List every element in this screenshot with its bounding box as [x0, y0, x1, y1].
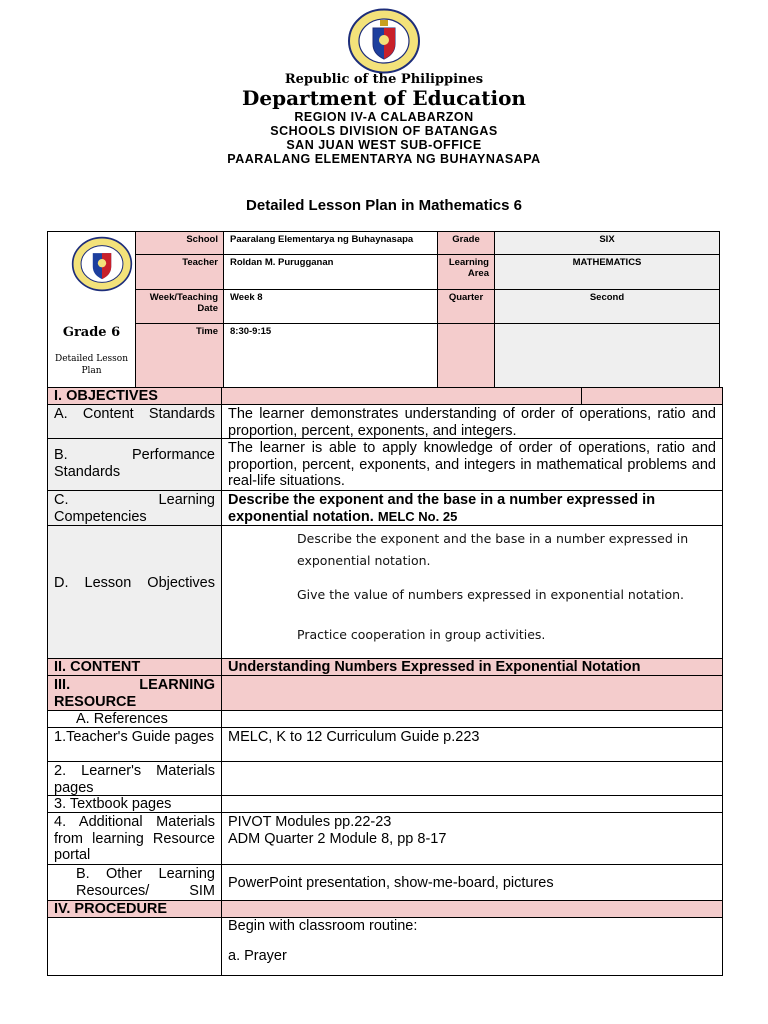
- area-value: MATHEMATICS: [494, 254, 720, 290]
- time-label: Time: [135, 323, 224, 388]
- content-value: Understanding Numbers Expressed in Exponential Notation: [221, 658, 723, 676]
- school-header-text: PAARALANG ELEMENTARYA NG BUHAYNASAPA: [227, 152, 541, 166]
- content-standards-value: The learner demonstrates understanding of order of operations, ratio and proportion, percent, exponents, and integers.: [221, 404, 723, 439]
- division-text: SCHOOLS DIVISION OF BATANGAS: [270, 124, 498, 138]
- procedure-heading-fill: [221, 900, 723, 918]
- time-value: 8:30-9:15: [223, 323, 438, 388]
- quarter-label: Quarter: [437, 289, 495, 324]
- deped-seal: [347, 8, 421, 74]
- school-value: Paaralang Elementarya ng Buhaynasapa: [223, 231, 438, 255]
- competencies-text: Describe the exponent and the base in a number expressed in exponential notation: [228, 492, 656, 525]
- resource-heading-fill: [221, 675, 723, 711]
- objectives-heading-fill: [221, 387, 582, 405]
- procedure-right: [221, 917, 723, 976]
- references-label: A. References: [47, 710, 222, 728]
- other-label: B. Other Learning Resources/ SIM: [47, 864, 222, 901]
- additional-value-1: PIVOT Modules pp.22-23: [228, 814, 392, 830]
- teacher-value: Roldan M. Purugganan: [223, 254, 438, 290]
- lesson-objectives-label: D. Lesson Objectives: [47, 525, 222, 659]
- week-value: Week 8: [223, 289, 438, 324]
- department-text: Department of Education: [242, 86, 526, 110]
- objectives-heading: I. OBJECTIVES: [47, 387, 222, 405]
- teacher-label: Teacher: [135, 254, 224, 290]
- routine-text: Begin with classroom routine:: [228, 918, 418, 934]
- lm-value: [221, 761, 723, 796]
- objectives-heading-fill-2: [581, 387, 723, 405]
- area-label: Learning Area: [437, 254, 495, 290]
- additional-label: 4. Additional Materials from learning Resource portal: [47, 812, 222, 865]
- region-text: REGION IV-A CALABARZON: [294, 110, 474, 124]
- prayer-text: a. Prayer: [228, 947, 287, 964]
- deped-seal-small: [71, 236, 133, 292]
- additional-value-2: ADM Quarter 2 Module 8, pp 8-17: [228, 830, 447, 847]
- additional-value: [221, 812, 723, 865]
- objective-item: Give the value of numbers expressed in exponential notation.: [297, 587, 684, 602]
- content-heading: II. CONTENT: [47, 658, 222, 676]
- textbook-value: [221, 795, 723, 813]
- school-label: School: [135, 231, 224, 255]
- empty-value-cell: [494, 323, 720, 388]
- suboffice-text: SAN JUAN WEST SUB-OFFICE: [286, 138, 482, 152]
- tg-value: MELC, K to 12 Curriculum Guide p.223: [221, 727, 723, 762]
- performance-value: The learner is able to apply knowledge of order of operations, ratio and proportion, percent, exponents, and integers in mathematical problems and real-life situations.: [221, 438, 723, 491]
- objective-item: Practice cooperation in group activities.: [297, 627, 546, 642]
- empty-label-cell: [437, 323, 495, 388]
- week-label: Week/Teaching Date: [135, 289, 224, 324]
- competencies-value: Describe the exponent and the base in a number expressed in exponential notation. MELC No. 25: [221, 490, 723, 526]
- republic-text: Republic of the Philippines: [284, 72, 484, 87]
- document-title: Detailed Lesson Plan in Mathematics 6: [246, 197, 522, 214]
- content-standards-label: A. Content Standards: [47, 404, 222, 439]
- quarter-value: Second: [494, 289, 720, 324]
- grade-value: SIX: [494, 231, 720, 255]
- lm-label: 2. Learner's Materials pages: [47, 761, 222, 796]
- objective-item: Describe the exponent and the base in a number expressed in exponential notation.: [297, 531, 689, 568]
- grade-label: Grade: [437, 231, 495, 255]
- procedure-heading: IV. PROCEDURE: [47, 900, 222, 918]
- resource-heading: III. LEARNING RESOURCE: [47, 675, 222, 711]
- melc-tag: MELC No. 25: [377, 508, 458, 524]
- other-value: PowerPoint presentation, show-me-board, pictures: [221, 864, 723, 901]
- grade-heading: Grade 6: [62, 325, 121, 340]
- tg-label: 1.Teacher's Guide pages: [47, 727, 222, 762]
- dlp-label: Detailed Lesson Plan: [55, 354, 128, 376]
- textbook-label: 3. Textbook pages: [47, 795, 222, 813]
- performance-label: B. Performance Standards: [47, 438, 222, 491]
- competencies-label: C. Learning Competencies: [47, 490, 222, 526]
- procedure-left: [47, 917, 222, 976]
- references-value: [221, 710, 723, 728]
